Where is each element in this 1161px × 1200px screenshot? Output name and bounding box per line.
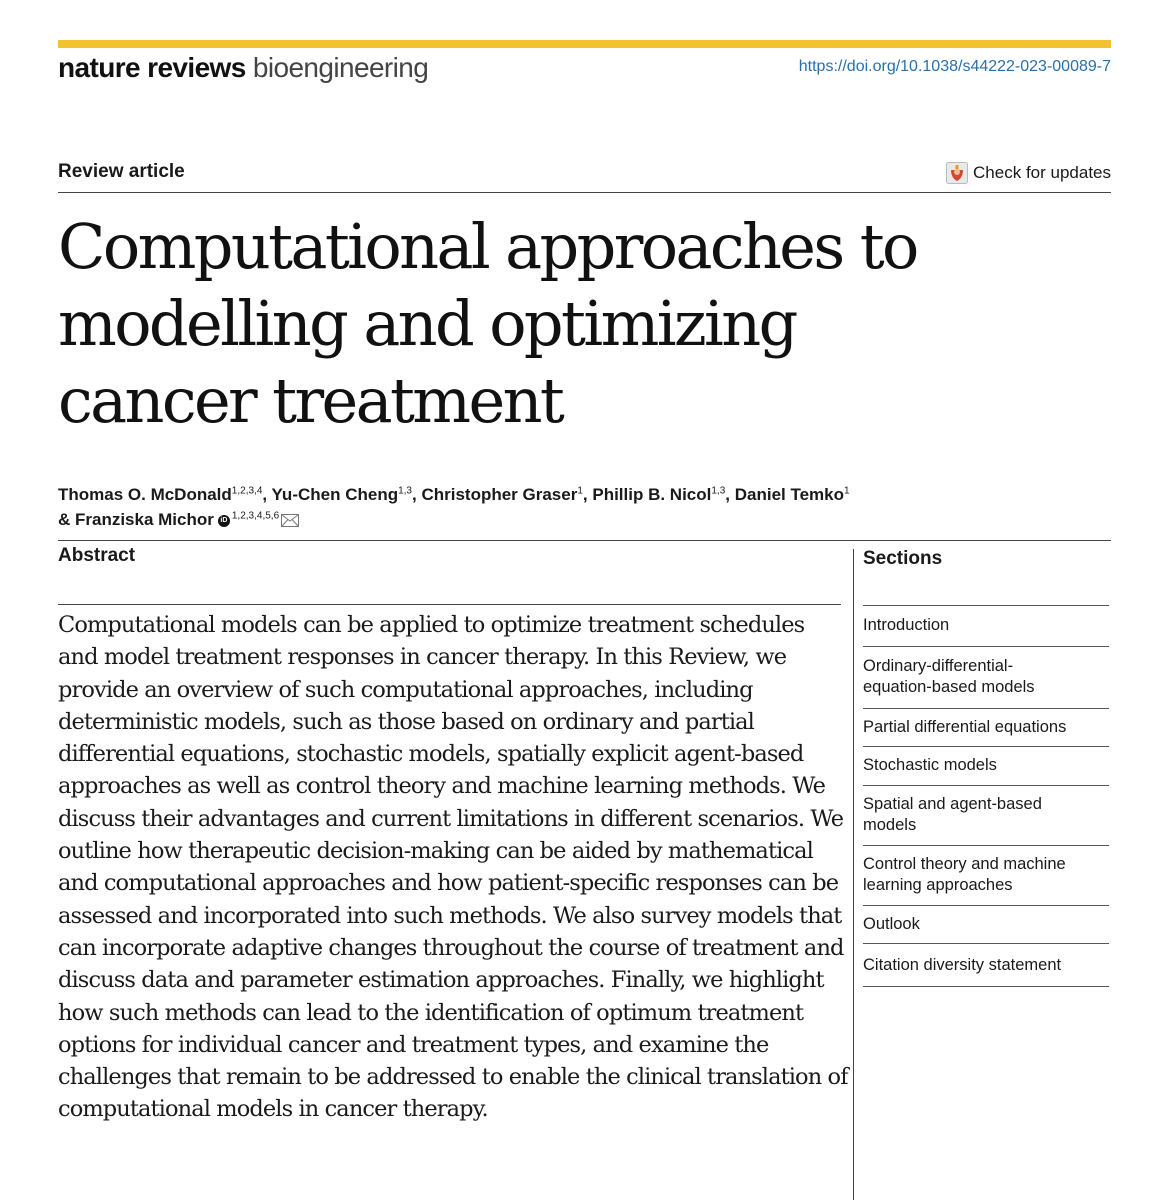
section-link-label: Ordinary-differential-	[863, 656, 1014, 675]
section-link-label: Control theory and machine	[863, 854, 1066, 873]
section-link[interactable]	[863, 944, 1109, 987]
doi-link[interactable]: https://doi.org/10.1038/s44222-023-00089-7	[798, 58, 1111, 75]
journal-name-light: bioengineering	[252, 52, 429, 83]
divider	[58, 604, 841, 605]
section-link-label: Spatial and agent-based	[863, 794, 1042, 813]
section-link[interactable]	[863, 786, 1109, 846]
section-link[interactable]	[863, 709, 1109, 748]
journal-logo[interactable]	[58, 52, 428, 84]
abstract-heading: Abstract	[58, 545, 136, 566]
author-affiliation: 1,2,3,4	[231, 485, 263, 497]
author-name[interactable]: Yu-Chen Cheng	[271, 485, 399, 504]
author-affiliation: 1,2,3,4,5,6	[231, 510, 280, 522]
check-for-updates-button[interactable]	[946, 162, 1111, 184]
section-link-label: learning approaches	[863, 876, 1013, 894]
section-link-label: Introduction	[863, 616, 950, 634]
author-separator: ,	[725, 485, 735, 504]
author-affiliation: 1	[844, 485, 850, 497]
sections-heading: Sections	[863, 548, 943, 569]
email-icon[interactable]	[281, 514, 299, 527]
section-link-label: Partial differential equations	[863, 717, 1067, 736]
author-affiliation: 1	[577, 485, 583, 497]
author-list	[58, 482, 1058, 532]
author-affiliation: 1,3	[711, 485, 726, 497]
sidebar-divider	[853, 549, 854, 1200]
check-for-updates-icon	[946, 162, 968, 184]
author-name[interactable]: Christopher Graser	[421, 485, 578, 504]
abstract-text: Computational models can be applied to optimize treatment schedules and model treatment responses in cancer therapy. In this Review, we provide an overview of such computational approaches, including deterministic models, such as those based on ordinary and partial differential equations, stochastic models, spatially explicit agent-based approaches as well as control theory and machine learning methods. We discuss their advantages and current limitations in different scenarios. We outline how therapeutic decision-making can be aided by mathematical and computational approaches and how patient-specific responses can be assessed and incorporated into such methods. We also survey models that can incorporate adaptive changes throughout the course of treatment and discuss data and parameter estimation approaches. Finally, we highlight how such methods can lead to the identification of optimum treatment options for individual cancer and treatment types, and examine the challenges that remain to be addressed to enable the clinical translation of computational models in cancer therapy.	[58, 612, 848, 1123]
article-type-label: Review article	[58, 161, 185, 182]
author-separator: ,	[412, 485, 422, 504]
journal-accent-bar	[58, 40, 1111, 48]
author-separator: ,	[582, 485, 593, 504]
author-name[interactable]: & Franziska Michor	[58, 510, 214, 529]
author-name[interactable]: Phillip B. Nicol	[592, 485, 712, 504]
divider	[58, 540, 1111, 541]
section-link-label: Outlook	[863, 914, 920, 933]
orcid-icon[interactable]: iD	[218, 515, 230, 527]
author-name[interactable]: Daniel Temko	[734, 485, 845, 504]
journal-name-bold: nature reviews	[58, 52, 246, 83]
section-link[interactable]	[863, 846, 1109, 906]
article-title: Computational approaches to modelling and optimizing cancer treatment	[58, 210, 917, 437]
section-link[interactable]	[863, 647, 1109, 709]
section-link[interactable]	[863, 906, 1109, 945]
check-for-updates-label: Check for updates	[973, 163, 1111, 182]
section-link-label: Stochastic models	[863, 756, 997, 774]
masthead	[58, 50, 1111, 90]
author-name[interactable]: Thomas O. McDonald	[58, 485, 232, 504]
divider	[58, 192, 1111, 193]
author-affiliation: 1,3	[398, 485, 412, 497]
section-link[interactable]	[863, 606, 1109, 647]
sections-nav	[863, 547, 1109, 987]
section-link[interactable]	[863, 747, 1109, 786]
author-separator: ,	[262, 485, 272, 504]
section-link-label: equation-based models	[863, 678, 1035, 696]
sections-list	[863, 605, 1109, 987]
section-link-label: models	[863, 816, 917, 834]
section-link-label: Citation diversity statement	[863, 956, 1062, 974]
